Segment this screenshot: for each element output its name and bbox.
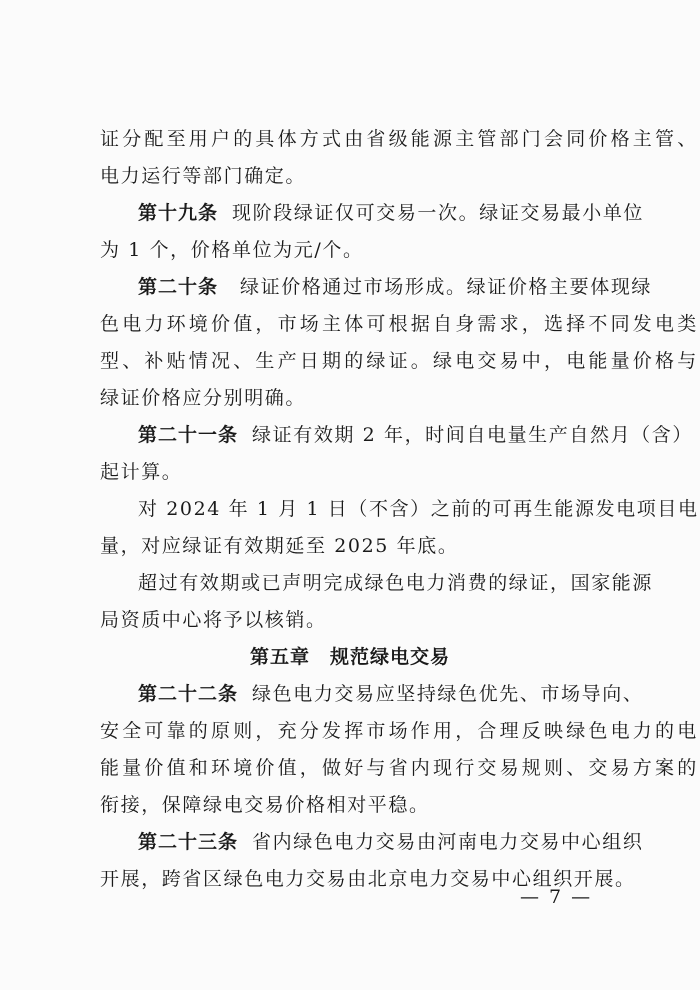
text-line: 量，对应绿证有效期延至 2025 年底。 [100,535,459,557]
text-line: 超过有效期或已声明完成绿色电力消费的绿证，国家能源 [138,572,654,594]
text-line: 开展，跨省区绿色电力交易由北京电力交易中心组织开展。 [100,868,636,890]
article-line [138,275,652,299]
text-line: 能量价值和环境价值，做好与省内现行交易规则、交易方案的 [100,757,700,779]
article-text: 省内绿色电力交易由河南电力交易中心组织 [252,831,644,853]
text-line: 色电力环境价值，市场主体可根据自身需求，选择不同发电类 [100,313,700,335]
article-number: 第二十一条 [138,424,239,446]
article-text: 现阶段绿证仅可交易一次。绿证交易最小单位 [232,202,645,224]
article-text: 绿色电力交易应坚持绿色优先、市场导向、 [252,683,644,705]
text-line: 型、补贴情况、生产日期的绿证。绿电交易中，电能量价格与 [100,350,700,372]
chapter-title: 第五章 规范绿电交易 [249,646,450,668]
text-line: 安全可靠的原则，充分发挥市场作用，合理反映绿色电力的电 [100,720,700,742]
article-line [138,201,644,225]
text-line: 电力运行等部门确定。 [100,165,307,187]
article-line [138,423,693,447]
text-line: 绿证价格应分别明确。 [100,387,307,409]
article-number: 第二十条 [138,276,219,298]
article-line [138,830,643,854]
article-line [138,682,643,706]
article-number: 第二十二条 [138,683,239,705]
article-number: 第十九条 [138,202,219,224]
text-line: 证分配至用户的具体方式由省级能源主管部门会同价格主管、 [100,128,700,150]
text-line: 局资质中心将予以核销。 [100,609,327,631]
page-number: — 7 — [520,886,593,908]
text-line: 对 2024 年 1 月 1 日（不含）之前的可再生能源发电项目电 [138,498,699,520]
article-text: 绿证有效期 2 年，时间自电量生产自然月（含） [252,424,693,446]
text-line: 为 1 个，价格单位为元/个。 [100,239,364,261]
article-text: 绿证价格通过市场形成。绿证价格主要体现绿 [240,276,653,298]
text-line: 衔接，保障绿电交易价格相对平稳。 [100,794,430,816]
article-number: 第二十三条 [138,831,239,853]
text-line: 起计算。 [100,461,183,483]
